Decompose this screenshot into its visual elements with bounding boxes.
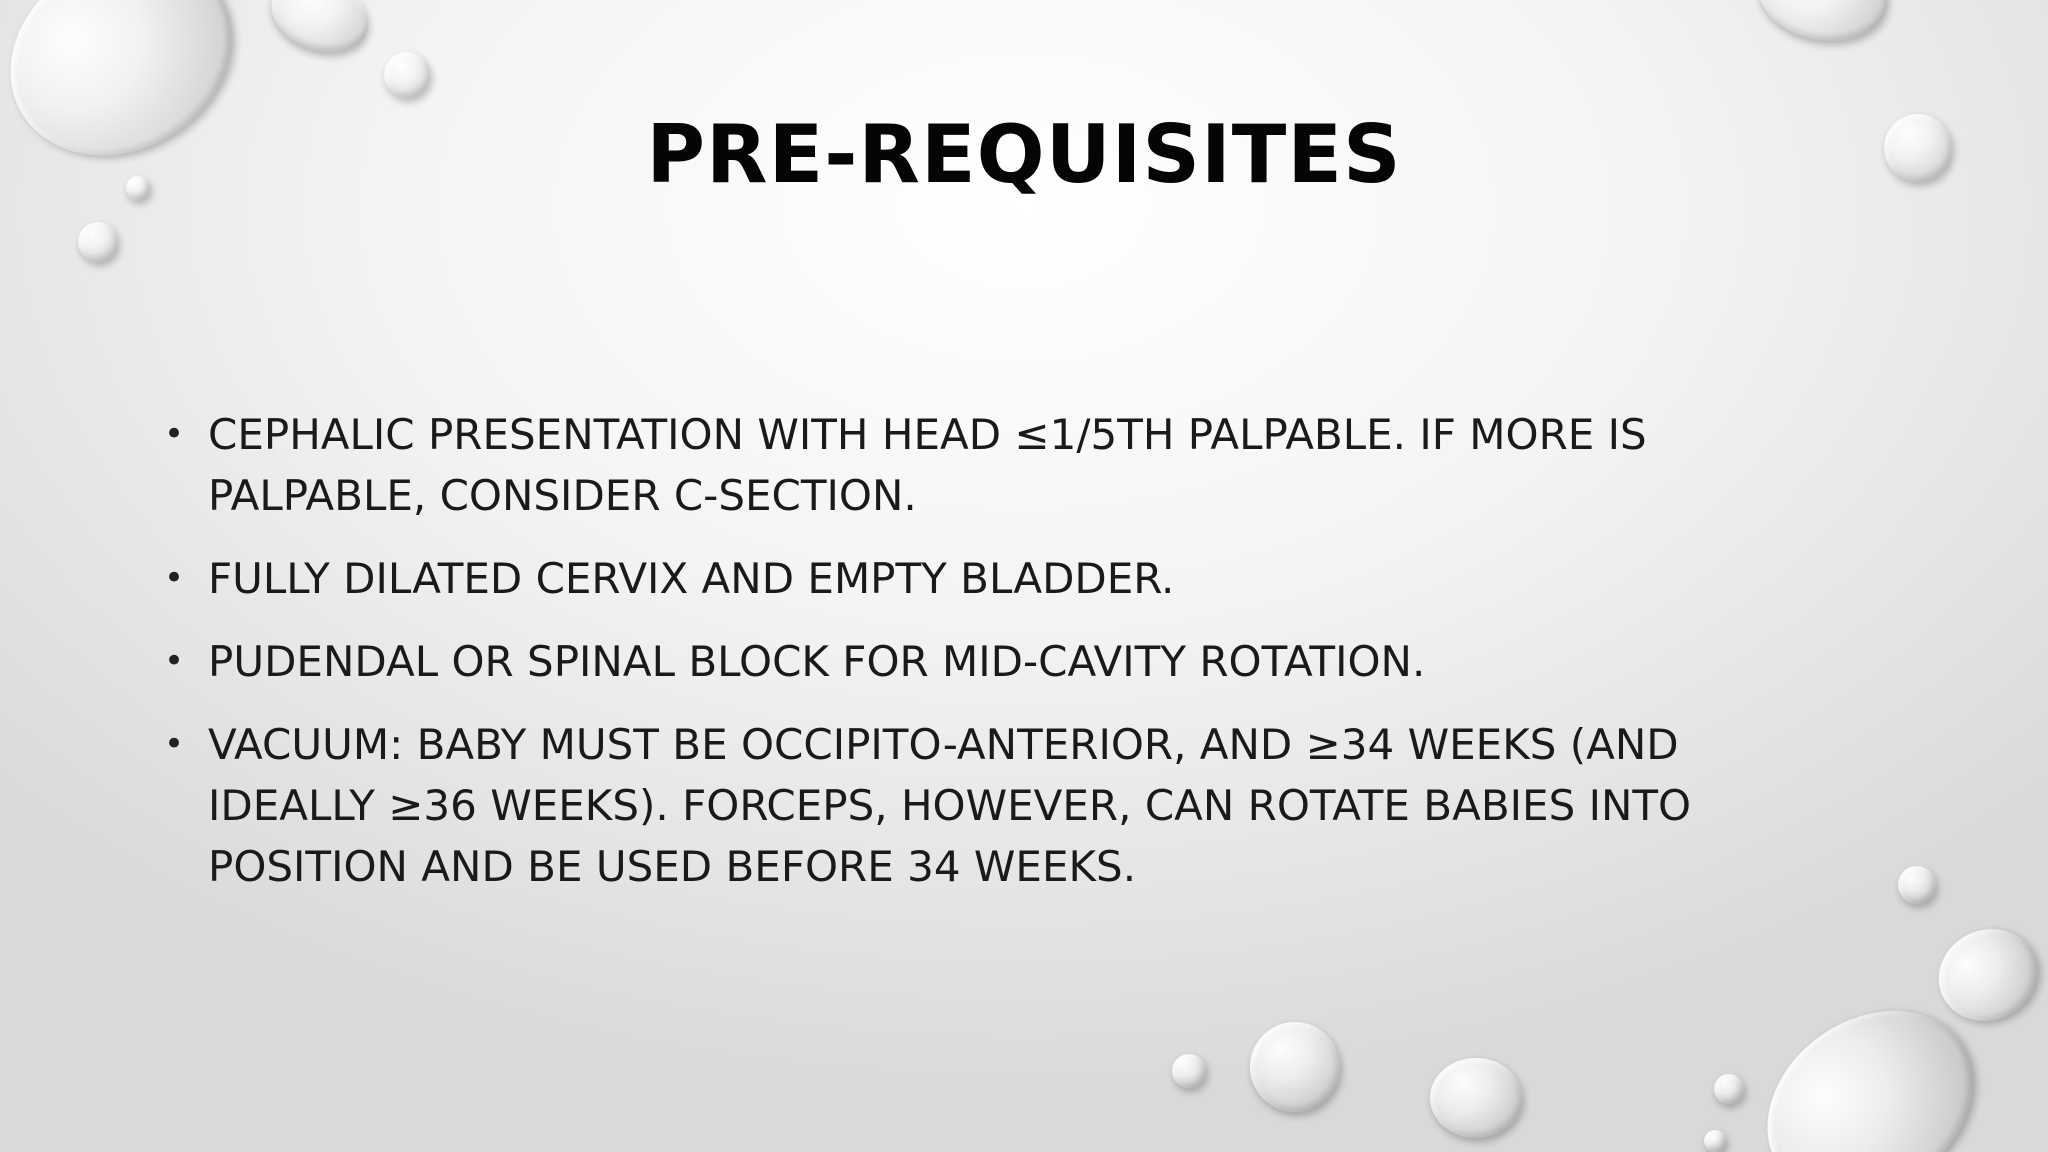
droplet-decoration [261,0,379,65]
droplet-decoration [1250,1022,1340,1112]
slide-title: PRE-REQUISITES [646,108,1402,201]
bullet-marker: • [164,641,185,681]
droplet-decoration [1704,1130,1726,1152]
droplet-decoration [1430,1058,1522,1138]
droplet-decoration [1924,913,2048,1037]
droplet-decoration [1751,0,1895,51]
bullet-marker: • [164,558,185,598]
droplet-decoration [78,222,118,262]
droplet-decoration [384,52,430,98]
bullet-text: CEPHALIC PRESENTATION WITH HEAD ≤1/5TH PALPABLE. IF MORE IS PALPABLE, CONSIDER C-SECTION. [208,410,1647,520]
bullet-item [160,404,1800,526]
bullet-list [160,404,1800,919]
bullet-text: VACUUM: BABY MUST BE OCCIPITO-ANTERIOR, AND ≥34 WEEKS (AND IDEALLY ≥36 WEEKS). FORCEPS, HOWEVER, CAN ROTATE BABIES INTO POSITION AND BE USED BEFORE 34 WEEKS. [208,720,1692,891]
bullet-item [160,714,1800,897]
droplet-decoration [1172,1054,1206,1088]
bullet-marker: • [164,414,185,454]
bullet-item [160,631,1800,692]
bullet-text: FULLY DILATED CERVIX AND EMPTY BLADDER. [208,554,1175,603]
bullet-text: PUDENDAL OR SPINAL BLOCK FOR MID-CAVITY ROTATION. [208,637,1426,686]
bullet-item [160,548,1800,609]
droplet-decoration [1714,1074,1744,1104]
bullet-marker: • [164,724,185,764]
droplet-decoration [1898,866,1936,904]
